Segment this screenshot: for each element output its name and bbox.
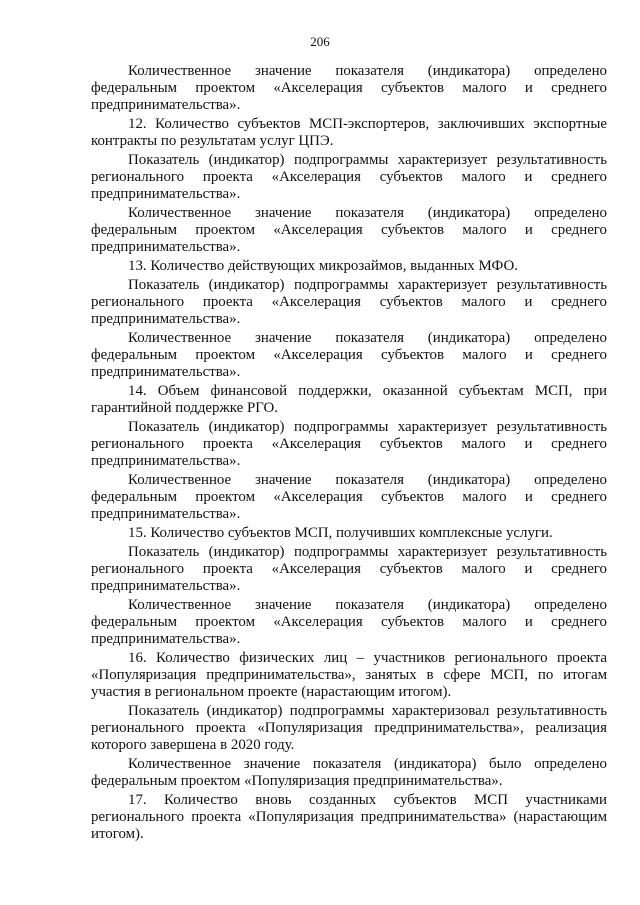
- paragraph: 17. Количество вновь созданных субъектов МСП участниками регионального проекта «Популяризация предпринимательства» (нарастающим итогом).: [91, 792, 607, 842]
- paragraph: Количественное значение показателя (индикатора) определено федеральным проектом «Акселерация субъектов малого и среднего предпринимательства».: [91, 205, 607, 255]
- paragraph: Показатель (индикатор) подпрограммы характеризует результативность регионального проекта «Акселерация субъектов малого и среднего предпринимательства».: [91, 152, 607, 202]
- paragraph: Показатель (индикатор) подпрограммы характеризует результативность регионального проекта «Акселерация субъектов малого и среднего предпринимательства».: [91, 277, 607, 327]
- paragraph: Показатель (индикатор) подпрограммы характеризует результативность регионального проекта «Акселерация субъектов малого и среднего предпринимательства».: [91, 419, 607, 469]
- paragraph: Количественное значение показателя (индикатора) определено федеральным проектом «Акселерация субъектов малого и среднего предпринимательства».: [91, 63, 607, 113]
- paragraph: 14. Объем финансовой поддержки, оказанной субъектам МСП, при гарантийной поддержке РГО.: [91, 383, 607, 416]
- paragraph: Количественное значение показателя (индикатора) определено федеральным проектом «Акселерация субъектов малого и среднего предпринимательства».: [91, 330, 607, 380]
- paragraph: Количественное значение показателя (индикатора) определено федеральным проектом «Акселерация субъектов малого и среднего предпринимательства».: [91, 597, 607, 647]
- paragraph: Количественное значение показателя (индикатора) было определено федеральным проектом «Популяризация предпринимательства».: [91, 756, 607, 789]
- paragraph: Показатель (индикатор) подпрограммы характеризовал результативность регионального проекта «Популяризация предпринимательства», реализация которого завершена в 2020 году.: [91, 703, 607, 753]
- paragraph: Показатель (индикатор) подпрограммы характеризует результативность регионального проекта «Акселерация субъектов малого и среднего предпринимательства».: [91, 544, 607, 594]
- page-number: 206: [310, 34, 330, 49]
- paragraph: 12. Количество субъектов МСП-экспортеров, заключивших экспортные контракты по результатам услуг ЦПЭ.: [91, 116, 607, 149]
- paragraph: Количественное значение показателя (индикатора) определено федеральным проектом «Акселерация субъектов малого и среднего предпринимательства».: [91, 472, 607, 522]
- paragraph: 16. Количество физических лиц – участников регионального проекта «Популяризация предпринимательства», занятых в сфере МСП, по итогам участия в региональном проекте (нарастающим итогом).: [91, 650, 607, 700]
- paragraph: 13. Количество действующих микрозаймов, выданных МФО.: [128, 258, 518, 274]
- paragraph: 15. Количество субъектов МСП, получивших комплексные услуги.: [128, 525, 553, 541]
- document-body: [91, 63, 607, 843]
